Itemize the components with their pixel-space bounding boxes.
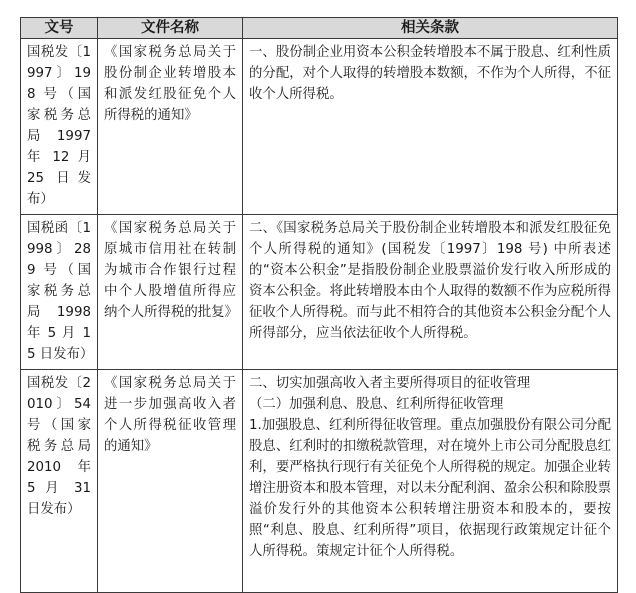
related-terms-cell bbox=[243, 370, 618, 593]
header-document-number: 文号 bbox=[21, 18, 98, 39]
terms-paragraph: （二）加强利息、股息、红利所得征收管理 bbox=[249, 397, 504, 412]
related-terms-cell bbox=[243, 215, 618, 370]
document-name-cell: 《国家税务总局关于原城市信用社在转制为城市合作银行过程中个人股增值所得应纳个人所得税的批复》 bbox=[98, 215, 243, 370]
document-number-cell: 国税发〔1997〕198 号（国家税务总局 1997 年 12 月 25 日发布） bbox=[21, 39, 98, 215]
header-row bbox=[21, 18, 618, 39]
terms-paragraph: 一、股份制企业用资本公积金转增股本不属于股息、红利性质的分配，对个人取得的转增股本数额，不作为个人所得，不征收个人所得税。 bbox=[249, 45, 611, 102]
document-number-cell: 国税函〔1998〕289 号（国家税务总局 1998 年 5 月 15 日发布） bbox=[21, 215, 98, 370]
table-body bbox=[21, 39, 618, 593]
related-terms-cell bbox=[243, 39, 618, 215]
document-name-cell: 《国家税务总局关于进一步加强高收入者个人所得税征收管理的通知》 bbox=[98, 370, 243, 593]
terms-paragraph: 二、切实加强高收入者主要所得项目的征收管理 bbox=[249, 376, 531, 391]
terms-paragraph: 二、《国家税务总局关于股份制企业转增股本和派发红股征免个人所得税的通知》(国税发〔1997〕198 号) 中所表述的“资本公积金”是指股份制企业股票溢价发行收入所形成的资本公积金。将此转增股本由个人取得的数额不作为应税所得征收个人所得税。而与此不相符合的其他资本公积金分配个人所得部分，应当依法征收个人所得税。 bbox=[249, 221, 611, 341]
table-row bbox=[21, 39, 618, 215]
table-header bbox=[21, 18, 618, 39]
document-number-cell: 国税发〔2010〕54 号（国家税务总局 2010 年 5 月 31 日发布） bbox=[21, 370, 98, 593]
document-table bbox=[20, 17, 618, 593]
header-related-terms: 相关条款 bbox=[243, 18, 618, 39]
table-row bbox=[21, 215, 618, 370]
terms-paragraph: 1.加强股息、红利所得征收管理。重点加强股份有限公司分配股息、红利时的扣缴税款管理，对在境外上市公司分配股息红利，要严格执行现行有关征免个人所得税的规定。加强企业转增注册资本和股本管理，对以未分配利润、盈余公积和除股票溢价发行外的其他资本公积转增注册资本和股本的，要按照“利息、股息、红利所得”项目，依据现行政策规定计征个人所得税。策规定计征个人所得税。 bbox=[249, 418, 611, 559]
header-document-name: 文件名称 bbox=[98, 18, 243, 39]
table-row bbox=[21, 370, 618, 593]
document-name-cell: 《国家税务总局关于股份制企业转增股本和派发红股征免个人所得税的通知》 bbox=[98, 39, 243, 215]
